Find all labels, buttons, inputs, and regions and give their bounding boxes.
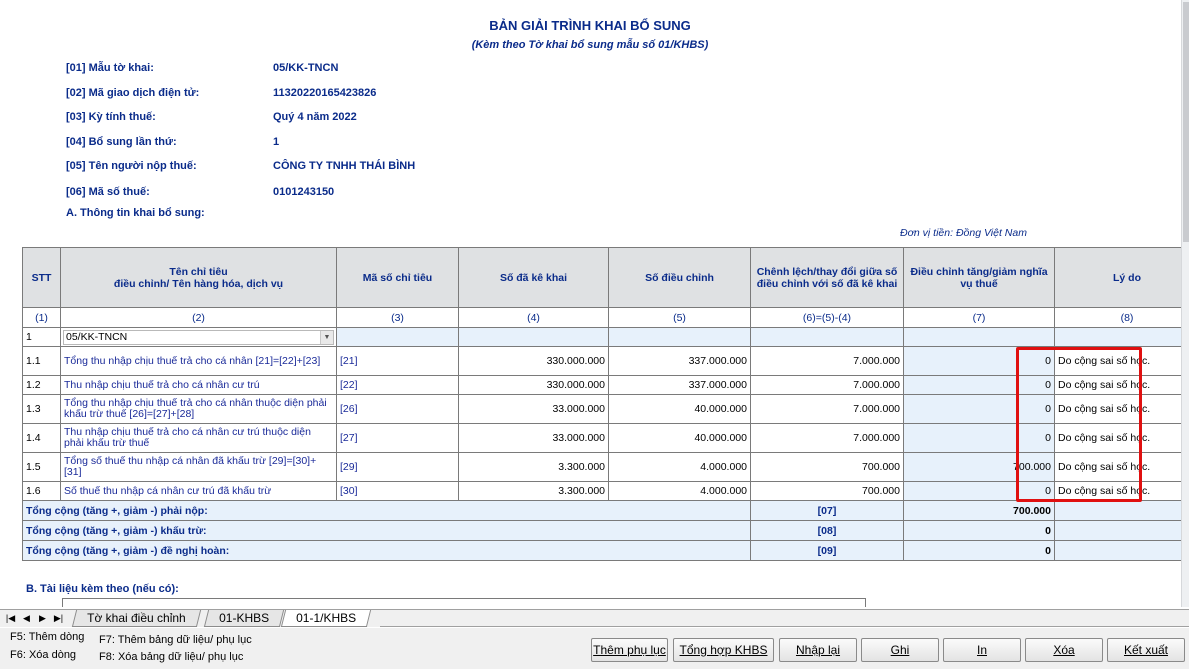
tab-01-1-khbs[interactable] <box>281 610 371 627</box>
total-row-payable <box>23 501 1189 521</box>
cell-declared[interactable]: 330.000.000 <box>459 347 609 376</box>
export-button[interactable]: Kết xuất <box>1107 638 1185 662</box>
column-number: (3) <box>337 308 459 328</box>
aggregate-khbs-button[interactable]: Tổng hợp KHBS <box>673 638 774 662</box>
header-stt: STT <box>23 248 61 308</box>
cell-difference: 7.000.000 <box>751 376 904 395</box>
tab-bar-line <box>380 610 1189 627</box>
reenter-button[interactable]: Nhập lại <box>779 638 857 662</box>
column-number: (1) <box>23 308 61 328</box>
column-number: (6)=(5)-(4) <box>751 308 904 328</box>
next-sheet-icon[interactable]: ▶ <box>39 613 46 623</box>
cell-difference: 7.000.000 <box>751 424 904 453</box>
cell-declared[interactable]: 330.000.000 <box>459 376 609 395</box>
save-button[interactable]: Ghi <box>861 638 939 662</box>
header-declared: Số đã kê khai <box>459 248 609 308</box>
cell-adjusted[interactable]: 337.000.000 <box>609 347 751 376</box>
cell-stt: 1.4 <box>23 424 61 453</box>
header-difference: Chênh lệch/thay đổi giữa số điều chỉnh với số đã kê khai <box>751 248 904 308</box>
info-label: [01] Mẫu tờ khai: <box>66 62 154 74</box>
header-adjusted: Số điều chỉnh <box>609 248 751 308</box>
total-value: 0 <box>904 521 1055 541</box>
total-code: [08] <box>751 521 904 541</box>
header-item-name <box>61 248 337 308</box>
hint-f7: F7: Thêm bảng dữ liệu/ phụ lục <box>99 634 252 646</box>
info-label: [03] Kỳ tính thuế: <box>66 111 156 123</box>
cell-declared[interactable] <box>459 328 609 347</box>
column-number-row <box>23 308 1189 328</box>
cell-code: [27] <box>337 424 459 453</box>
table-row <box>23 347 1189 376</box>
add-appendix-button[interactable]: Thêm phụ lục <box>591 638 668 662</box>
total-empty-cell <box>1055 521 1189 541</box>
header-item-name-line1: Tên chỉ tiêu <box>169 265 228 278</box>
total-label: Tổng cộng (tăng +, giảm -) đề nghị hoàn: <box>23 541 751 561</box>
cell-declared[interactable]: 33.000.000 <box>459 395 609 424</box>
cell-declared[interactable]: 33.000.000 <box>459 424 609 453</box>
info-label: [04] Bổ sung lần thứ: <box>66 136 177 148</box>
total-empty-cell <box>1055 541 1189 561</box>
cell-form-select <box>61 328 337 347</box>
cell-reason[interactable]: Do cộng sai số học. <box>1055 482 1189 501</box>
cell-tax-adjustment[interactable]: 700.000 <box>904 453 1055 482</box>
column-number: (5) <box>609 308 751 328</box>
section-a-title: A. Thông tin khai bổ sung: <box>66 207 205 219</box>
info-value: 0101243150 <box>273 186 335 198</box>
info-value: 05/KK-TNCN <box>273 62 339 74</box>
cell-code: [21] <box>337 347 459 376</box>
document-title: BẢN GIẢI TRÌNH KHAI BỔ SUNG <box>489 18 691 33</box>
cell-code: [22] <box>337 376 459 395</box>
cell-item-name: Thu nhập chịu thuế trả cho cá nhân cư trú thuộc diện phải khấu trừ thuế <box>61 424 337 453</box>
cell-reason[interactable]: Do cộng sai số học. <box>1055 347 1189 376</box>
total-code: [09] <box>751 541 904 561</box>
cell-adjusted[interactable]: 337.000.000 <box>609 376 751 395</box>
info-label: [05] Tên người nộp thuế: <box>66 160 197 172</box>
cell-tax-adjustment[interactable]: 0 <box>904 347 1055 376</box>
cell-reason[interactable]: Do cộng sai số học. <box>1055 453 1189 482</box>
adjustment-table <box>22 247 1189 561</box>
cell-reason[interactable]: Do cộng sai số học. <box>1055 376 1189 395</box>
cell-code: [26] <box>337 395 459 424</box>
cell-adjusted[interactable]: 4.000.000 <box>609 453 751 482</box>
hint-f6: F6: Xóa dòng <box>10 649 77 661</box>
info-value: CÔNG TY TNHH THÁI BÌNH <box>273 160 416 172</box>
total-row-refund <box>23 541 1189 561</box>
total-label: Tổng cộng (tăng +, giảm -) phải nộp: <box>23 501 751 521</box>
info-label: [02] Mã giao dịch điện tử: <box>66 87 200 99</box>
cell-stt: 1.2 <box>23 376 61 395</box>
cell-code: [29] <box>337 453 459 482</box>
cell-stt: 1 <box>23 328 61 347</box>
cell-tax-adjustment[interactable]: 0 <box>904 424 1055 453</box>
cell-difference: 700.000 <box>751 482 904 501</box>
cell-difference: 7.000.000 <box>751 347 904 376</box>
header-tax-adjustment: Điều chỉnh tăng/giảm nghĩa vụ thuế <box>904 248 1055 308</box>
sheet-tab-bar <box>0 609 1189 627</box>
form-type-dropdown[interactable] <box>63 330 334 345</box>
column-number: (4) <box>459 308 609 328</box>
cell-difference: 700.000 <box>751 453 904 482</box>
header-code: Mã số chỉ tiêu <box>337 248 459 308</box>
hint-f5: F5: Thêm dòng <box>10 631 85 643</box>
cell-adjusted[interactable]: 4.000.000 <box>609 482 751 501</box>
document-subtitle: (Kèm theo Tờ khai bổ sung mẫu số 01/KHBS) <box>471 39 709 51</box>
cell-code[interactable] <box>337 328 459 347</box>
bottom-toolbar <box>0 628 1189 669</box>
info-label: [06] Mã số thuế: <box>66 186 150 198</box>
info-value: 11320220165423826 <box>273 87 377 99</box>
cell-difference[interactable] <box>751 328 904 347</box>
cell-stt: 1.5 <box>23 453 61 482</box>
header-reason: Lý do <box>1055 248 1189 308</box>
cell-item-name: Thu nhập chịu thuế trả cho cá nhân cư trú <box>61 376 337 395</box>
info-value: 1 <box>273 136 280 148</box>
prev-sheet-icon[interactable]: ◀ <box>23 613 30 623</box>
column-number: (2) <box>61 308 337 328</box>
cell-reason[interactable]: Do cộng sai số học. <box>1055 395 1189 424</box>
tab-adjustment-declaration[interactable] <box>72 610 201 627</box>
cell-tax-adjustment[interactable]: 0 <box>904 376 1055 395</box>
print-button[interactable]: In <box>943 638 1021 662</box>
currency-unit: Đơn vị tiền: Đồng Việt Nam <box>900 227 1027 239</box>
cell-tax-adjustment[interactable]: 0 <box>904 482 1055 501</box>
column-number: (8) <box>1055 308 1189 328</box>
cell-adjusted[interactable] <box>609 328 751 347</box>
table-row-form <box>23 328 1189 347</box>
column-number: (7) <box>904 308 1055 328</box>
cell-declared[interactable]: 3.300.000 <box>459 482 609 501</box>
header-item-name-line2: điều chỉnh/ Tên hàng hóa, dịch vụ <box>113 277 284 290</box>
table-row <box>23 453 1189 482</box>
cell-difference: 7.000.000 <box>751 395 904 424</box>
cell-stt: 1.1 <box>23 347 61 376</box>
cell-tax-adjustment[interactable] <box>904 328 1055 347</box>
cell-item-name: Tổng số thuế thu nhập cá nhân đã khấu trừ [29]=[30]+[31] <box>61 453 337 482</box>
total-row-deductible <box>23 521 1189 541</box>
cell-adjusted[interactable]: 40.000.000 <box>609 424 751 453</box>
cell-tax-adjustment[interactable]: 0 <box>904 395 1055 424</box>
total-value: 700.000 <box>904 501 1055 521</box>
cell-adjusted[interactable]: 40.000.000 <box>609 395 751 424</box>
cell-item-name: Tổng thu nhập chịu thuế trả cho cá nhân [21]=[22]+[23] <box>61 347 337 376</box>
delete-button[interactable]: Xóa <box>1025 638 1103 662</box>
table-row <box>23 395 1189 424</box>
total-label: Tổng cộng (tăng +, giảm -) khấu trừ: <box>23 521 751 541</box>
hint-f8: F8: Xóa bảng dữ liệu/ phụ lục <box>99 651 244 663</box>
info-value: Quý 4 năm 2022 <box>273 111 357 123</box>
cell-code: [30] <box>337 482 459 501</box>
cell-stt: 1.3 <box>23 395 61 424</box>
tab-label: Tờ khai điều chỉnh <box>87 611 186 625</box>
vertical-scrollbar[interactable] <box>1181 0 1189 607</box>
total-code: [07] <box>751 501 904 521</box>
chevron-down-icon[interactable]: ▼ <box>320 331 333 344</box>
table-row <box>23 424 1189 453</box>
cell-reason[interactable]: Do cộng sai số học. <box>1055 424 1189 453</box>
table-row <box>23 482 1189 501</box>
last-sheet-icon[interactable]: ▶| <box>53 613 64 623</box>
form-type-selected: 05/KK-TNCN <box>66 330 128 343</box>
section-b-title: B. Tài liệu kèm theo (nếu có): <box>26 583 179 595</box>
scrollbar-thumb[interactable] <box>1183 2 1189 242</box>
cell-reason[interactable] <box>1055 328 1189 347</box>
cell-item-name: Số thuế thu nhập cá nhân cư trú đã khấu trừ <box>61 482 337 501</box>
attachment-input[interactable] <box>62 598 866 607</box>
cell-declared[interactable]: 3.300.000 <box>459 453 609 482</box>
tab-01-khbs[interactable] <box>204 610 284 627</box>
cell-stt: 1.6 <box>23 482 61 501</box>
total-empty-cell <box>1055 501 1189 521</box>
total-value: 0 <box>904 541 1055 561</box>
tab-label: 01-KHBS <box>219 611 270 625</box>
table-row <box>23 376 1189 395</box>
first-sheet-icon[interactable]: |◀ <box>5 613 16 623</box>
cell-item-name: Tổng thu nhập chịu thuế trả cho cá nhân thuộc diện phải khấu trừ thuế [26]=[27]+[28] <box>61 395 337 424</box>
tab-label: 01-1/KHBS <box>296 611 357 625</box>
